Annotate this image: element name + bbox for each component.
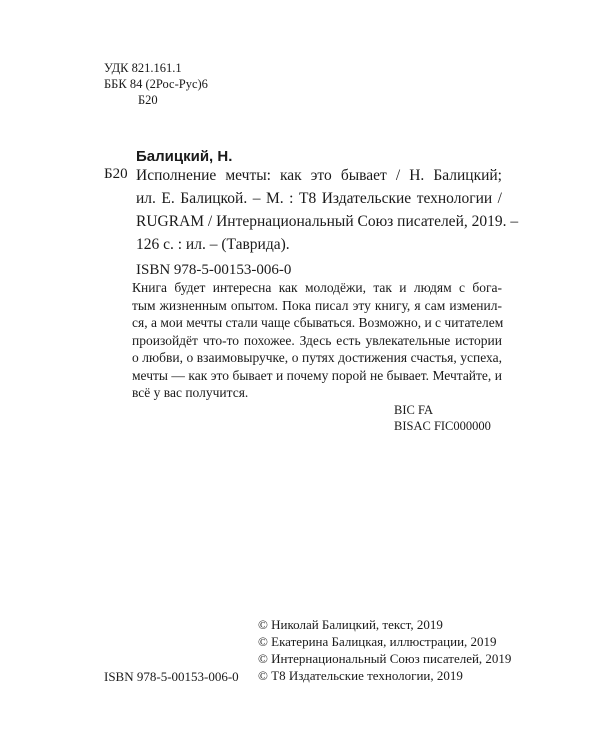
shelf-code: Б20 [104, 166, 128, 182]
annotation-line: Книга будет интересна как молодёжи, так и людям с бога- [132, 280, 502, 295]
annotation-line: произойдёт что-то похожее. Здесь есть увлекательные истории [132, 332, 502, 348]
annotation-line: мечты — как это бывает и почему порой не бывает. Мечтайте, и [132, 367, 502, 383]
annotation-line: о любви, о взаимовыручке, о путях достижения счастья, успеха, [132, 350, 502, 365]
bbk-code: ББК 84 (2Рос-Рус)6 [104, 77, 208, 91]
author-mark: Б20 [138, 93, 158, 107]
annotation-line: тым жизненным опытом. Пока писал эту книгу, я сам изменил- [132, 297, 502, 313]
description-line: ил. Е. Балицкой. – М. : Т8 Издательские технологии / [136, 190, 502, 207]
author-name: Балицкий, Н. [136, 148, 233, 165]
bic-code: BIC FA [394, 403, 434, 417]
description-line: Исполнение мечты: как это бывает / Н. Балицкий; [136, 167, 502, 184]
isbn-main: ISBN 978-5-00153-006-0 [136, 262, 292, 278]
bisac-code: BISAC FIC000000 [394, 419, 491, 433]
copyright-line: © Т8 Издательские технологии, 2019 [258, 668, 463, 683]
description-line: RUGRAM / Интернациональный Союз писателей, 2019. – [136, 213, 519, 230]
udk-code: УДК 821.161.1 [104, 61, 182, 75]
annotation [132, 279, 502, 402]
copyright-line: © Екатерина Балицкая, иллюстрации, 2019 [258, 634, 497, 649]
copyright-line: © Николай Балицкий, текст, 2019 [258, 617, 443, 632]
annotation-line: всё у вас получится. [132, 385, 249, 400]
copyright-line: © Интернациональный Союз писателей, 2019 [258, 651, 512, 666]
bibliographic-description [136, 164, 519, 256]
isbn-bottom: ISBN 978-5-00153-006-0 [104, 669, 239, 684]
description-line: 126 с. : ил. – (Таврида). [136, 236, 290, 253]
annotation-line: ся, а мои мечты стали чаще сбываться. Возможно, и с читателем [132, 315, 504, 330]
